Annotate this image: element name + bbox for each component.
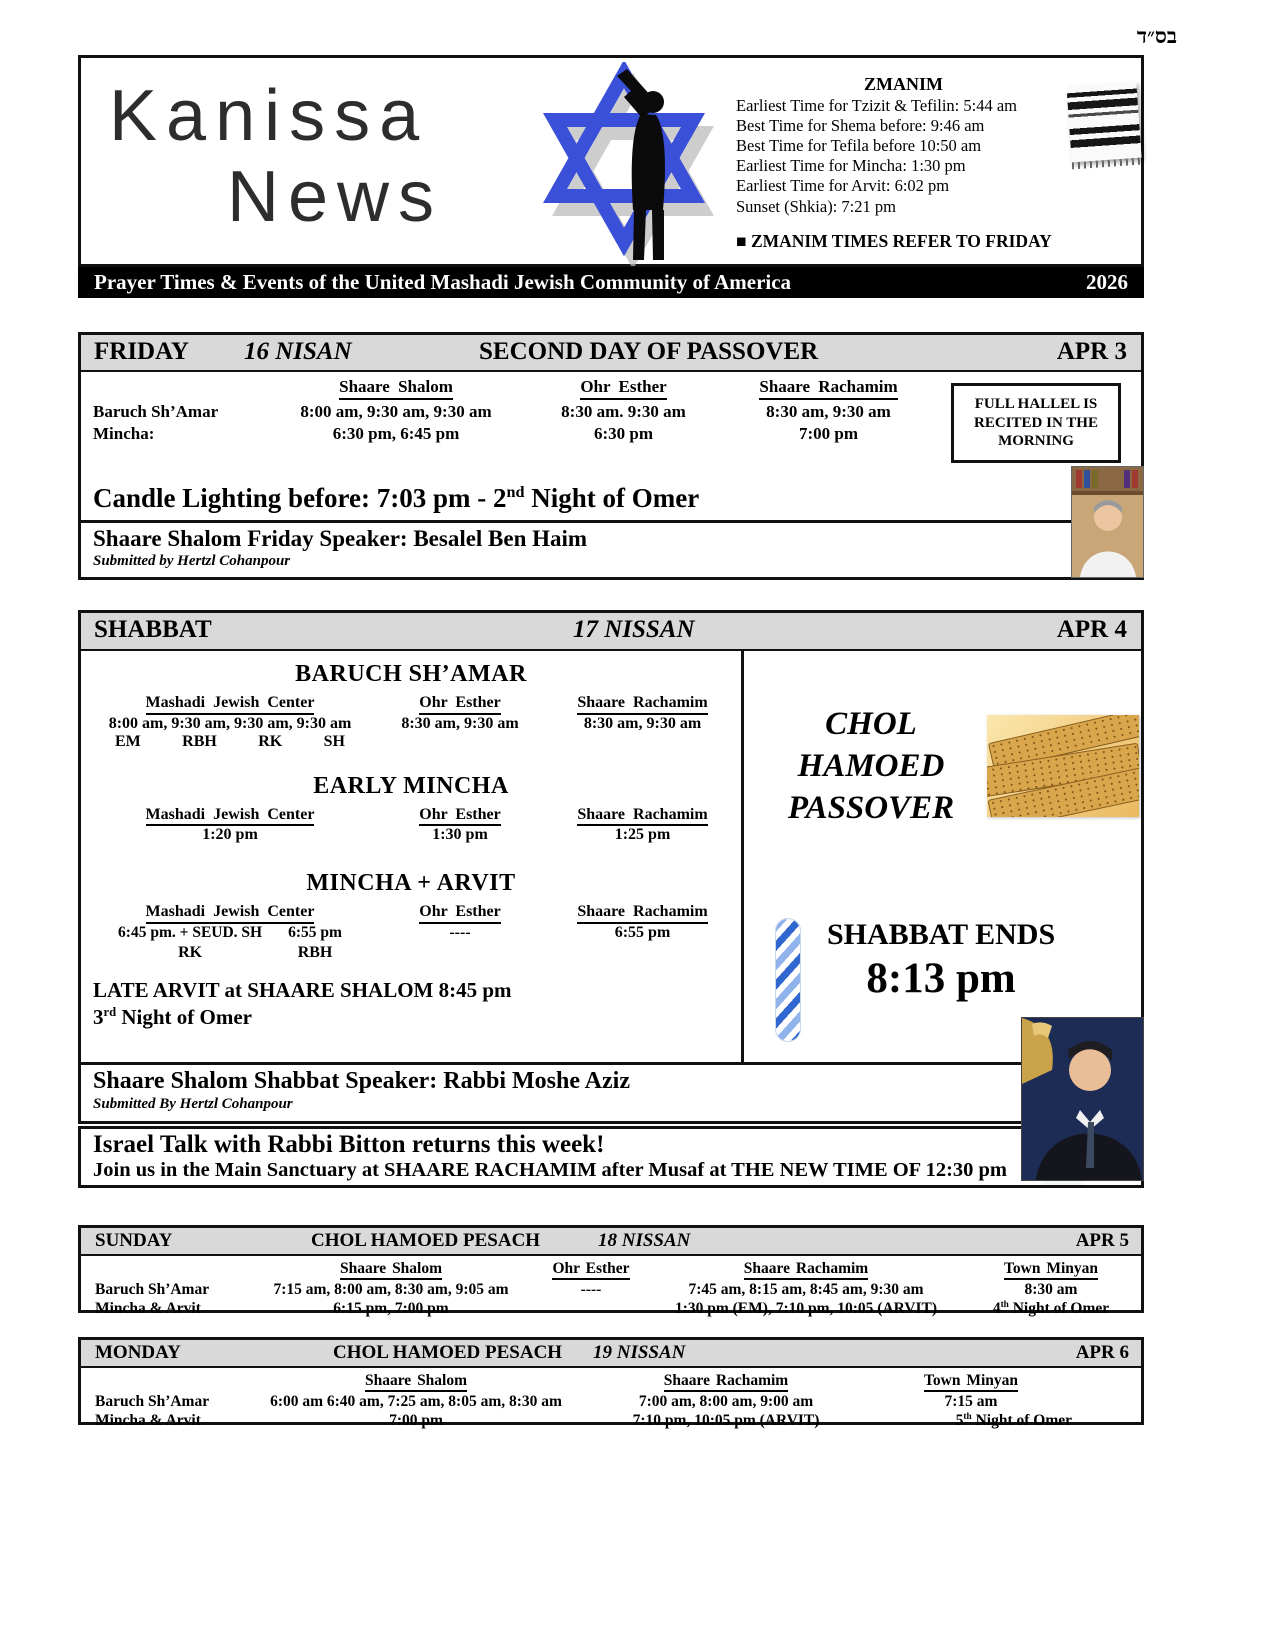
friday-cell: 6:30 pm, 6:45 pm bbox=[332, 423, 460, 443]
mincha-arvit-time: 6:55 pm bbox=[614, 923, 671, 941]
friday-cell: 8:30 am, 9:30 am bbox=[766, 401, 891, 421]
tallit-image bbox=[1066, 82, 1141, 163]
col-mashadi-jewish-center: Mashadi Jewish Center bbox=[146, 903, 315, 924]
monday-cell: 6:00 am 6:40 am, 7:25 am, 8:05 am, 8:30 am bbox=[270, 1393, 562, 1411]
shabbat-right-panel bbox=[747, 651, 1141, 1062]
shabbat-submitted: Submitted By Hertzl Cohanpour bbox=[93, 1096, 293, 1112]
shabbat-section bbox=[78, 610, 1144, 1124]
col-shaare-rachamim: Shaare Rachamim bbox=[577, 903, 707, 924]
monday-omer: 5th Night of Omer bbox=[955, 1412, 1072, 1430]
friday-col-ohr-esther: Ohr Esther bbox=[580, 378, 666, 400]
monday-cell: 7:10 pm, 10:05 pm (ARVIT) bbox=[632, 1412, 820, 1430]
early-mincha-table bbox=[85, 806, 741, 845]
chol-hamoed-label: CHOL HAMOED PASSOVER bbox=[787, 706, 955, 827]
zmanim-title: ZMANIM bbox=[864, 74, 943, 94]
bsd-hebrew-mark: בס״ד bbox=[1136, 24, 1177, 48]
col-mashadi-jewish-center: Mashadi Jewish Center bbox=[146, 806, 315, 827]
shabbat-omer-line: 3rd Night of Omer bbox=[93, 1004, 252, 1029]
monday-col: Shaare Shalom bbox=[365, 1372, 467, 1392]
shabbat-speaker-photo bbox=[1022, 1018, 1143, 1180]
baruch-title: BARUCH SH’AMAR bbox=[295, 661, 527, 687]
friday-header-bar bbox=[81, 335, 1141, 372]
friday-speaker: Shaare Shalom Friday Speaker: Besalel Ben Haim bbox=[93, 526, 588, 551]
early-mincha-time: 1:20 pm bbox=[202, 826, 258, 844]
sunday-col: Shaare Rachamim bbox=[744, 1260, 868, 1280]
zmanim-line: Best Time for Shema before: 9:46 am bbox=[736, 116, 985, 136]
monday-day: MONDAY bbox=[95, 1342, 181, 1363]
friday-cell: 8:30 am. 9:30 am bbox=[561, 401, 686, 421]
monday-row-label: Baruch Sh’Amar bbox=[95, 1393, 210, 1411]
sunday-cell: ---- bbox=[580, 1281, 602, 1299]
friday-speaker-band bbox=[81, 520, 1141, 577]
monday-col: Town Minyan bbox=[924, 1372, 1018, 1392]
logo-line2: News bbox=[227, 156, 444, 237]
sunday-event: CHOL HAMOED PESACH bbox=[311, 1230, 541, 1251]
col-ohr-esther: Ohr Esther bbox=[419, 903, 500, 924]
friday-speaker-photo bbox=[1072, 467, 1143, 577]
sunday-cell: 7:45 am, 8:15 am, 8:45 am, 9:30 am bbox=[688, 1281, 924, 1299]
sunday-section bbox=[78, 1225, 1144, 1318]
sunday-cell: 8:30 am bbox=[1024, 1281, 1078, 1299]
sunday-day: SUNDAY bbox=[95, 1230, 173, 1251]
hallel-note-box: FULL HALLEL IS RECITED IN THE MORNING bbox=[951, 383, 1121, 463]
sunday-col: Shaare Shalom bbox=[340, 1260, 442, 1280]
friday-submitted: Submitted by Hertzl Cohanpour bbox=[93, 553, 291, 569]
masthead bbox=[78, 55, 1144, 267]
sunday-times-table bbox=[91, 1259, 1141, 1319]
shabbat-speaker: Shaare Shalom Shabbat Speaker: Rabbi Moshe Aziz bbox=[93, 1068, 630, 1094]
early-mincha-time: 1:30 pm bbox=[432, 826, 488, 844]
friday-times-table bbox=[91, 377, 946, 444]
zmanim-line: Earliest Time for Arvit: 6:02 pm bbox=[736, 176, 950, 196]
shabbat-ends-label: SHABBAT ENDS bbox=[827, 917, 1056, 951]
monday-header-bar bbox=[81, 1340, 1141, 1368]
star-of-david-shofar-graphic bbox=[529, 62, 725, 266]
baruch-table bbox=[85, 694, 741, 751]
baruch-times: 8:00 am, 9:30 am, 9:30 am, 9:30 am bbox=[108, 714, 352, 732]
friday-row-label: Mincha: bbox=[93, 423, 155, 443]
sunday-row-label: Baruch Sh’Amar bbox=[95, 1281, 210, 1299]
sunday-cell: 1:30 pm (EM), 7:10 pm, 10:05 (ARVIT) bbox=[674, 1300, 938, 1318]
sunday-omer: 4th Night of Omer bbox=[992, 1300, 1110, 1318]
monday-hebrew-date: 19 NISSAN bbox=[593, 1342, 686, 1363]
friday-cell: 6:30 pm bbox=[593, 423, 654, 443]
col-ohr-esther: Ohr Esther bbox=[419, 806, 500, 827]
baruch-times: 8:30 am, 9:30 am bbox=[583, 714, 702, 732]
mincha-arvit-mjc-cell: 6:45 pm. + SEUD. SH RK 6:55 pm RBH bbox=[118, 923, 342, 961]
shabbat-ends-time: 8:13 pm bbox=[866, 954, 1016, 1002]
sunday-row-label: Mincha & Arvit bbox=[95, 1300, 201, 1318]
friday-col-shaare-rachamim: Shaare Rachamim bbox=[759, 378, 897, 400]
candle-text: Candle Lighting before: 7:03 pm - 2 bbox=[93, 483, 507, 513]
kanissa-logo bbox=[109, 76, 549, 237]
shabbat-day: SHABBAT bbox=[94, 616, 212, 643]
shabbat-speaker-band bbox=[81, 1062, 1141, 1121]
friday-col-shaare-shalom: Shaare Shalom bbox=[339, 378, 453, 400]
monday-cell: 7:00 am, 8:00 am, 9:00 am bbox=[638, 1393, 814, 1411]
monday-section bbox=[78, 1337, 1144, 1430]
friday-hebrew-date: 16 NISAN bbox=[244, 338, 352, 365]
star-of-david-icon bbox=[529, 62, 725, 266]
matzah-image bbox=[987, 715, 1139, 817]
baruch-times: 8:30 am, 9:30 am bbox=[401, 714, 519, 732]
sunday-hebrew-date: 18 NISSAN bbox=[598, 1230, 691, 1251]
title-banner bbox=[78, 267, 1144, 298]
col-shaare-rachamim: Shaare Rachamim bbox=[577, 694, 707, 715]
monday-cell: 7:15 am bbox=[944, 1393, 998, 1411]
zmanim-friday-note: ■ ZMANIM TIMES REFER TO FRIDAY bbox=[736, 230, 1052, 251]
mincha-arvit-title: MINCHA + ARVIT bbox=[306, 870, 516, 897]
sunday-header-bar bbox=[81, 1228, 1141, 1256]
shabbat-left-panel bbox=[81, 651, 744, 1062]
sunday-cell bbox=[531, 1299, 651, 1318]
sunday-date: APR 5 bbox=[1075, 1230, 1129, 1251]
zmanim-line: Earliest Time for Tzizit & Tefilin: 5:44 am bbox=[736, 95, 1017, 115]
mincha-arvit-table bbox=[85, 903, 741, 962]
early-mincha-title: EARLY MINCHA bbox=[313, 772, 509, 799]
candle-sup: nd bbox=[506, 483, 525, 501]
friday-event: SECOND DAY OF PASSOVER bbox=[479, 338, 819, 365]
zmanim-line: Best Time for Tefila before 10:50 am bbox=[736, 136, 982, 156]
zmanim-line: Sunset (Shkia): 7:21 pm bbox=[736, 196, 896, 216]
havdalah-candle-icon bbox=[775, 918, 801, 1042]
sunday-col: Town Minyan bbox=[1004, 1260, 1098, 1280]
israel-talk-line1: Israel Talk with Rabbi Bitton returns this week! bbox=[93, 1131, 605, 1158]
shabbat-date: APR 4 bbox=[1056, 616, 1127, 643]
banner-year: 2026 bbox=[1086, 270, 1128, 294]
candle-lighting-line bbox=[93, 483, 699, 514]
mincha-arvit-time: ---- bbox=[449, 923, 471, 941]
monday-event: CHOL HAMOED PESACH bbox=[333, 1342, 563, 1363]
sunday-col: Ohr Esther bbox=[552, 1260, 629, 1280]
sunday-cell: 6:15 pm, 7:00 pm bbox=[333, 1300, 449, 1318]
col-mashadi-jewish-center: Mashadi Jewish Center bbox=[146, 694, 315, 715]
col-ohr-esther: Ohr Esther bbox=[419, 694, 500, 715]
candle-suffix: Night of Omer bbox=[524, 483, 700, 513]
friday-day: FRIDAY bbox=[94, 338, 189, 365]
israel-talk-line2: Join us in the Main Sanctuary at SHAARE RACHAMIM after Musaf at THE NEW TIME OF 12:30 pm bbox=[93, 1159, 1008, 1181]
early-mincha-time: 1:25 pm bbox=[614, 826, 671, 844]
col-shaare-rachamim: Shaare Rachamim bbox=[577, 806, 707, 827]
friday-cell: 7:00 pm bbox=[798, 423, 859, 443]
shabbat-header-bar bbox=[81, 613, 1141, 651]
monday-col: Shaare Rachamim bbox=[664, 1372, 788, 1392]
monday-cell: 7:00 pm bbox=[389, 1412, 443, 1430]
chol-hamoed-block bbox=[765, 703, 1141, 830]
monday-row-label: Mincha & Arvit bbox=[95, 1412, 201, 1430]
shabbat-hebrew-date: 17 NISSAN bbox=[573, 616, 695, 643]
friday-row-label: Baruch Sh’Amar bbox=[93, 401, 219, 421]
friday-section bbox=[78, 332, 1144, 580]
friday-date: APR 3 bbox=[1056, 338, 1127, 365]
monday-times-table bbox=[91, 1371, 1076, 1431]
banner-title: Prayer Times & Events of the United Mashadi Jewish Community of America bbox=[94, 270, 792, 294]
sunday-cell: 7:15 am, 8:00 am, 8:30 am, 9:05 am bbox=[273, 1281, 509, 1299]
logo-line1: Kanissa bbox=[109, 76, 429, 156]
monday-date: APR 6 bbox=[1075, 1342, 1129, 1363]
friday-cell: 8:00 am, 9:30 am, 9:30 am bbox=[300, 401, 492, 421]
israel-talk-banner bbox=[78, 1126, 1144, 1188]
zmanim-line: Earliest Time for Mincha: 1:30 pm bbox=[736, 156, 966, 176]
late-arvit-line: LATE ARVIT at SHAARE SHALOM 8:45 pm bbox=[93, 977, 512, 1002]
zmanim-panel bbox=[736, 74, 1071, 252]
baruch-minyan-codes: EM RBH RK SH bbox=[115, 732, 345, 750]
